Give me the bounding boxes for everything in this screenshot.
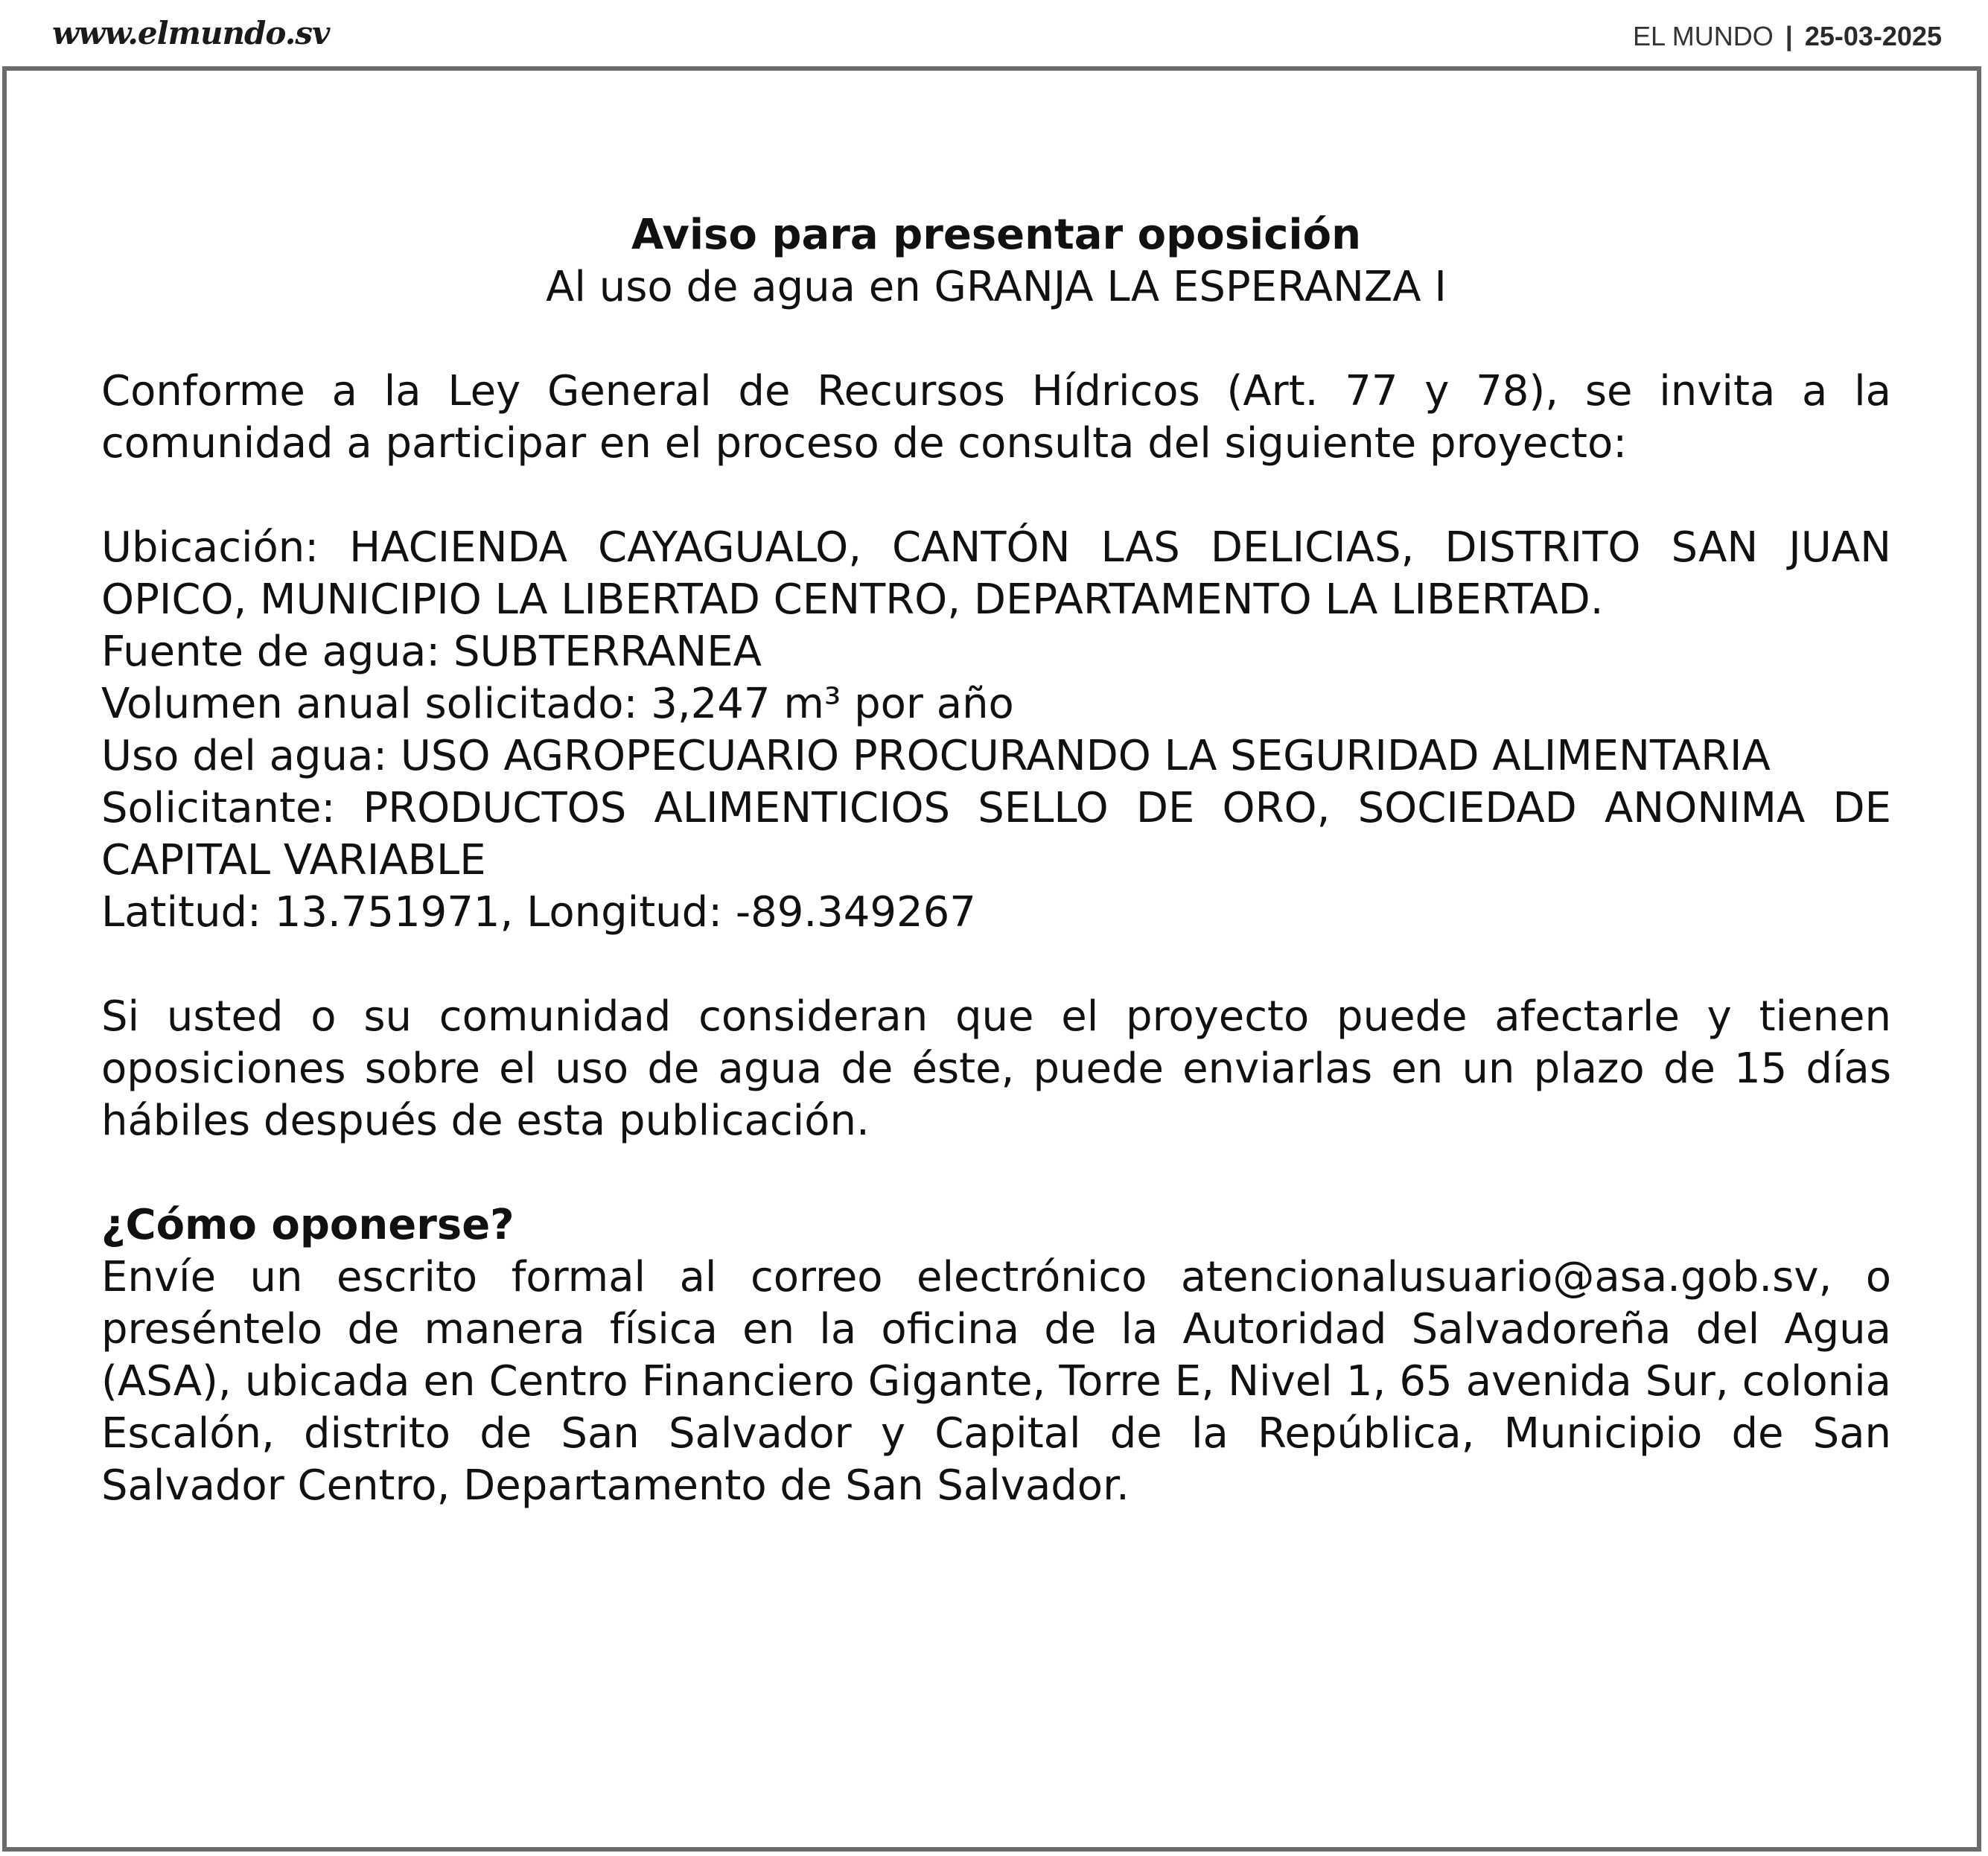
spacer: [101, 470, 1891, 522]
notice-title: Aviso para presentar oposición: [631, 211, 1361, 259]
notice-subtitle: Al uso de agua en GRANJA LA ESPERANZA I: [546, 263, 1447, 311]
notice-content: [101, 209, 1891, 1512]
site-url[interactable]: www.elmundo.sv: [52, 15, 330, 51]
uso-field: Uso del agua: USO AGROPECUARIO PROCURANDO LA SEGURIDAD ALIMENTARIA: [101, 732, 1771, 780]
como-oponerse-heading: ¿Cómo oponerse?: [101, 1201, 514, 1249]
spacer: [101, 313, 1891, 366]
spacer: [101, 939, 1891, 991]
solicitante-field: Solicitante: PRODUCTOS ALIMENTICIOS SELLO DE ORO, SOCIEDAD ANONIMA DE CAPITAL VARIABLE: [101, 784, 1891, 884]
como-oponerse-paragraph: Envíe un escrito formal al correo electrónico atencionalusuario@asa.gob.sv, o preséntelo de manera física en la oficina de la Autoridad Salvadoreña del Agua (ASA), ubicada en Centro Financiero Gigante, Torre E, Nivel 1, 65 avenida Sur, colonia Escalón, distrito de San Salvador y Capital de la República, Municipio de San Salvador Centro, Departamento de San Salvador.: [101, 1253, 1891, 1510]
oposicion-paragraph: Si usted o su comunidad consideran que el proyecto puede afectarle y tienen oposiciones sobre el uso de agua de éste, puede enviarlas en un plazo de 15 días hábiles después de esta publicación.: [101, 992, 1891, 1145]
coordenadas-field: Latitud: 13.751971, Longitud: -89.349267: [101, 888, 976, 937]
intro-paragraph: Conforme a la Ley General de Recursos Hídricos (Art. 77 y 78), se invita a la comunidad a participar en el proceso de consulta del siguiente proyecto:: [101, 367, 1891, 468]
page-header: [0, 0, 1988, 66]
fuente-field: Fuente de agua: SUBTERRANEA: [101, 628, 762, 676]
publication-date: 25-03-2025: [1804, 21, 1942, 51]
header-separator: |: [1785, 21, 1793, 51]
publication-info: [1633, 21, 1942, 52]
volumen-field: Volumen anual solicitado: 3,247 m³ por año: [101, 680, 1014, 728]
ubicacion-field: Ubicación: HACIENDA CAYAGUALO, CANTÓN LAS DELICIAS, DISTRITO SAN JUAN OPICO, MUNICIPIO LA LIBERTAD CENTRO, DEPARTAMENTO LA LIBERTAD.: [101, 523, 1891, 624]
spacer: [101, 1147, 1891, 1199]
publication-name: EL MUNDO: [1633, 21, 1774, 51]
